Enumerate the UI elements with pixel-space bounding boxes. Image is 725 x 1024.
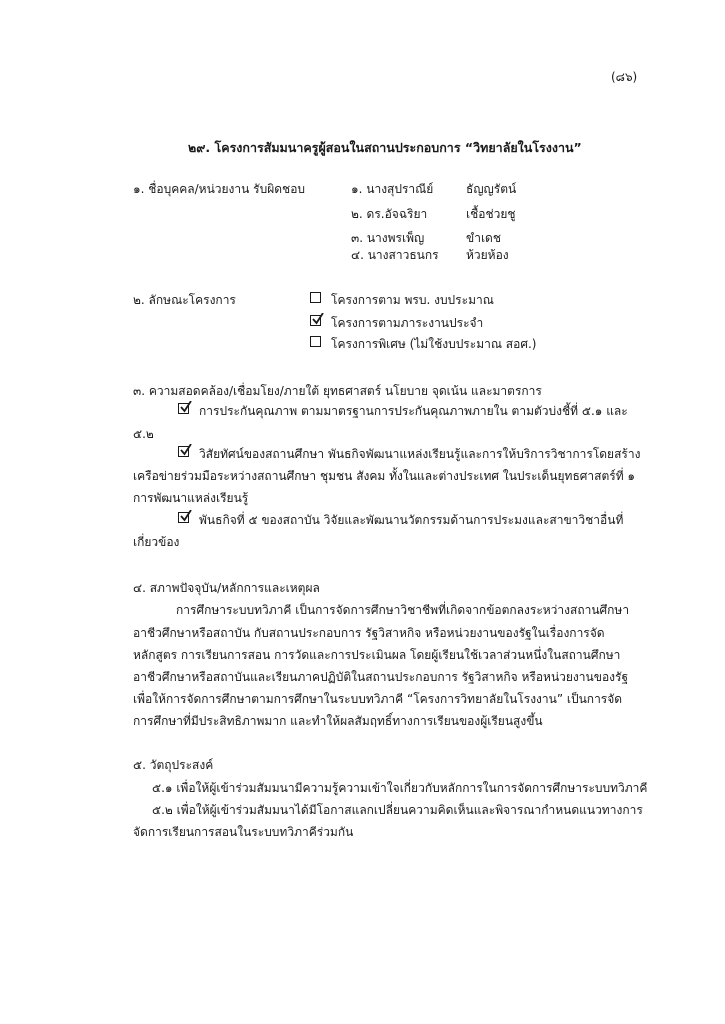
item-text: การประกันคุณภาพ ตามมาตรฐานการประกันคุณภาพภายใน ตามตัวบ่งชี้ที่ ๕.๑ และ [199, 404, 628, 418]
option-label: โครงการพิเศษ (ไม่ใช้งบประมาณ สอศ.) [331, 337, 537, 351]
paragraph-line: หลักสูตร การเรียนการสอน การวัดและการประเมินผล โดยผู้เรียนใช้เวลาส่วนหนึ่งในสถานศึกษา [133, 648, 621, 662]
checkmark-icon [180, 444, 192, 456]
person-surname: เชื้อช่วยชู [466, 207, 516, 221]
person-surname: ธัญญรัตน์ [466, 182, 517, 196]
item-text: พันธกิจที่ ๕ ของสถาบัน วิจัยและพัฒนานวัตกรรมด้านการประมงและสาขาวิชาอื่นที่ [199, 513, 624, 527]
person-surname: ขำเดช [466, 231, 501, 245]
paragraph-line: อาชีวศึกษาหรือสถาบันและเรียนภาคปฏิบัติในสถานประกอบการ รัฐวิสาหกิจ หรือหน่วยงานของรัฐ [133, 670, 629, 684]
person-name: ๔. นางสาวธนกร [351, 248, 439, 262]
section1-heading: ๑. ชื่อบุคคล/หน่วยงาน รับผิดชอบ [133, 182, 306, 196]
checkbox-regular-budget[interactable] [310, 292, 321, 303]
section2-heading: ๒. ลักษณะโครงการ [133, 293, 236, 307]
item-text-cont: เกี่ยวข้อง [133, 535, 180, 549]
section3-heading: ๓. ความสอดคล้อง/เชื่อมโยง/ภายใต้ ยุทธศาสตร์ นโยบาย จุดเน้น และมาตรการ [133, 384, 542, 398]
section4-heading: ๔. สภาพปัจจุบัน/หลักการและเหตุผล [133, 581, 320, 595]
option-label: โครงการตามภาระงานประจำ [331, 316, 484, 330]
person-surname: ห้วยห้อง [466, 248, 509, 262]
objective-line: จัดการเรียนการสอนในระบบทวิภาคีร่วมกัน [133, 825, 354, 839]
checkmark-icon [180, 510, 192, 522]
paragraph-line: การศึกษาที่มีประสิทธิภาพมาก และทำให้ผลสัมฤทธิ์ทางการเรียนของผู้เรียนสูงขึ้น [133, 714, 543, 728]
checkbox-special-project[interactable] [310, 336, 321, 347]
item-text-cont: เครือข่ายร่วมมือระหว่างสถานศึกษา ชุมชน สังคม ทั้งในและต่างประเทศ ในประเด็นยุทธศาสตร์ที่ ๑ [133, 469, 636, 483]
checkmark-icon [180, 401, 192, 413]
checkbox-vision-mission[interactable] [178, 446, 189, 457]
item-text-cont: ๕.๒ [133, 427, 154, 441]
person-name: ๒. ดร.อัจฉริยา [351, 207, 428, 221]
paragraph-line: เพื่อให้การจัดการศึกษาตามการศึกษาในระบบทวิภาคี “โครงการวิทยาลัยในโรงงาน” เป็นการจัด [133, 692, 623, 706]
paragraph-line: อาชีวศึกษาหรือสถาบัน กับสถานประกอบการ รัฐวิสาหกิจ หรือหน่วยงานของรัฐในเรื่องการจัด [133, 626, 605, 640]
checkbox-quality-assurance[interactable] [178, 403, 189, 414]
checkbox-mission-5[interactable] [178, 512, 189, 523]
page-number: (๘๖) [611, 70, 638, 84]
checkbox-routine-work[interactable] [310, 315, 321, 326]
objective-line: ๕.๑ เพื่อให้ผู้เข้าร่วมสัมมนามีความรู้ความเข้าใจเกี่ยวกับหลักการในการจัดการศึกษาระบบทวิภาคี [152, 781, 648, 795]
person-name: ๓. นางพรเพ็ญ [351, 231, 425, 245]
objective-line: ๕.๒ เพื่อให้ผู้เข้าร่วมสัมมนาได้มีโอกาสแลกเปลี่ยนความคิดเห็นและพิจารณากำหนดแนวทางการ [152, 803, 643, 817]
option-label: โครงการตาม พรบ. งบประมาณ [331, 293, 494, 307]
section5-heading: ๕. วัตถุประสงค์ [133, 758, 214, 772]
person-name: ๑. นางสุปราณีย์ [351, 182, 434, 196]
paragraph-line: การศึกษาระบบทวิภาคี เป็นการจัดการศึกษาวิชาชีพที่เกิดจากข้อตกลงระหว่างสถานศึกษา [176, 603, 630, 617]
item-text-cont: การพัฒนาแหล่งเรียนรู้ [133, 491, 249, 505]
page-title: ๒๙. โครงการสัมมนาครูผู้สอนในสถานประกอบการ “วิทยาลัยในโรงงาน” [188, 140, 582, 155]
checkmark-icon [312, 313, 324, 325]
item-text: วิสัยทัศน์ของสถานศึกษา พันธกิจพัฒนาแหล่งเรียนรู้และการให้บริการวิชาการโดยสร้าง [199, 447, 641, 461]
